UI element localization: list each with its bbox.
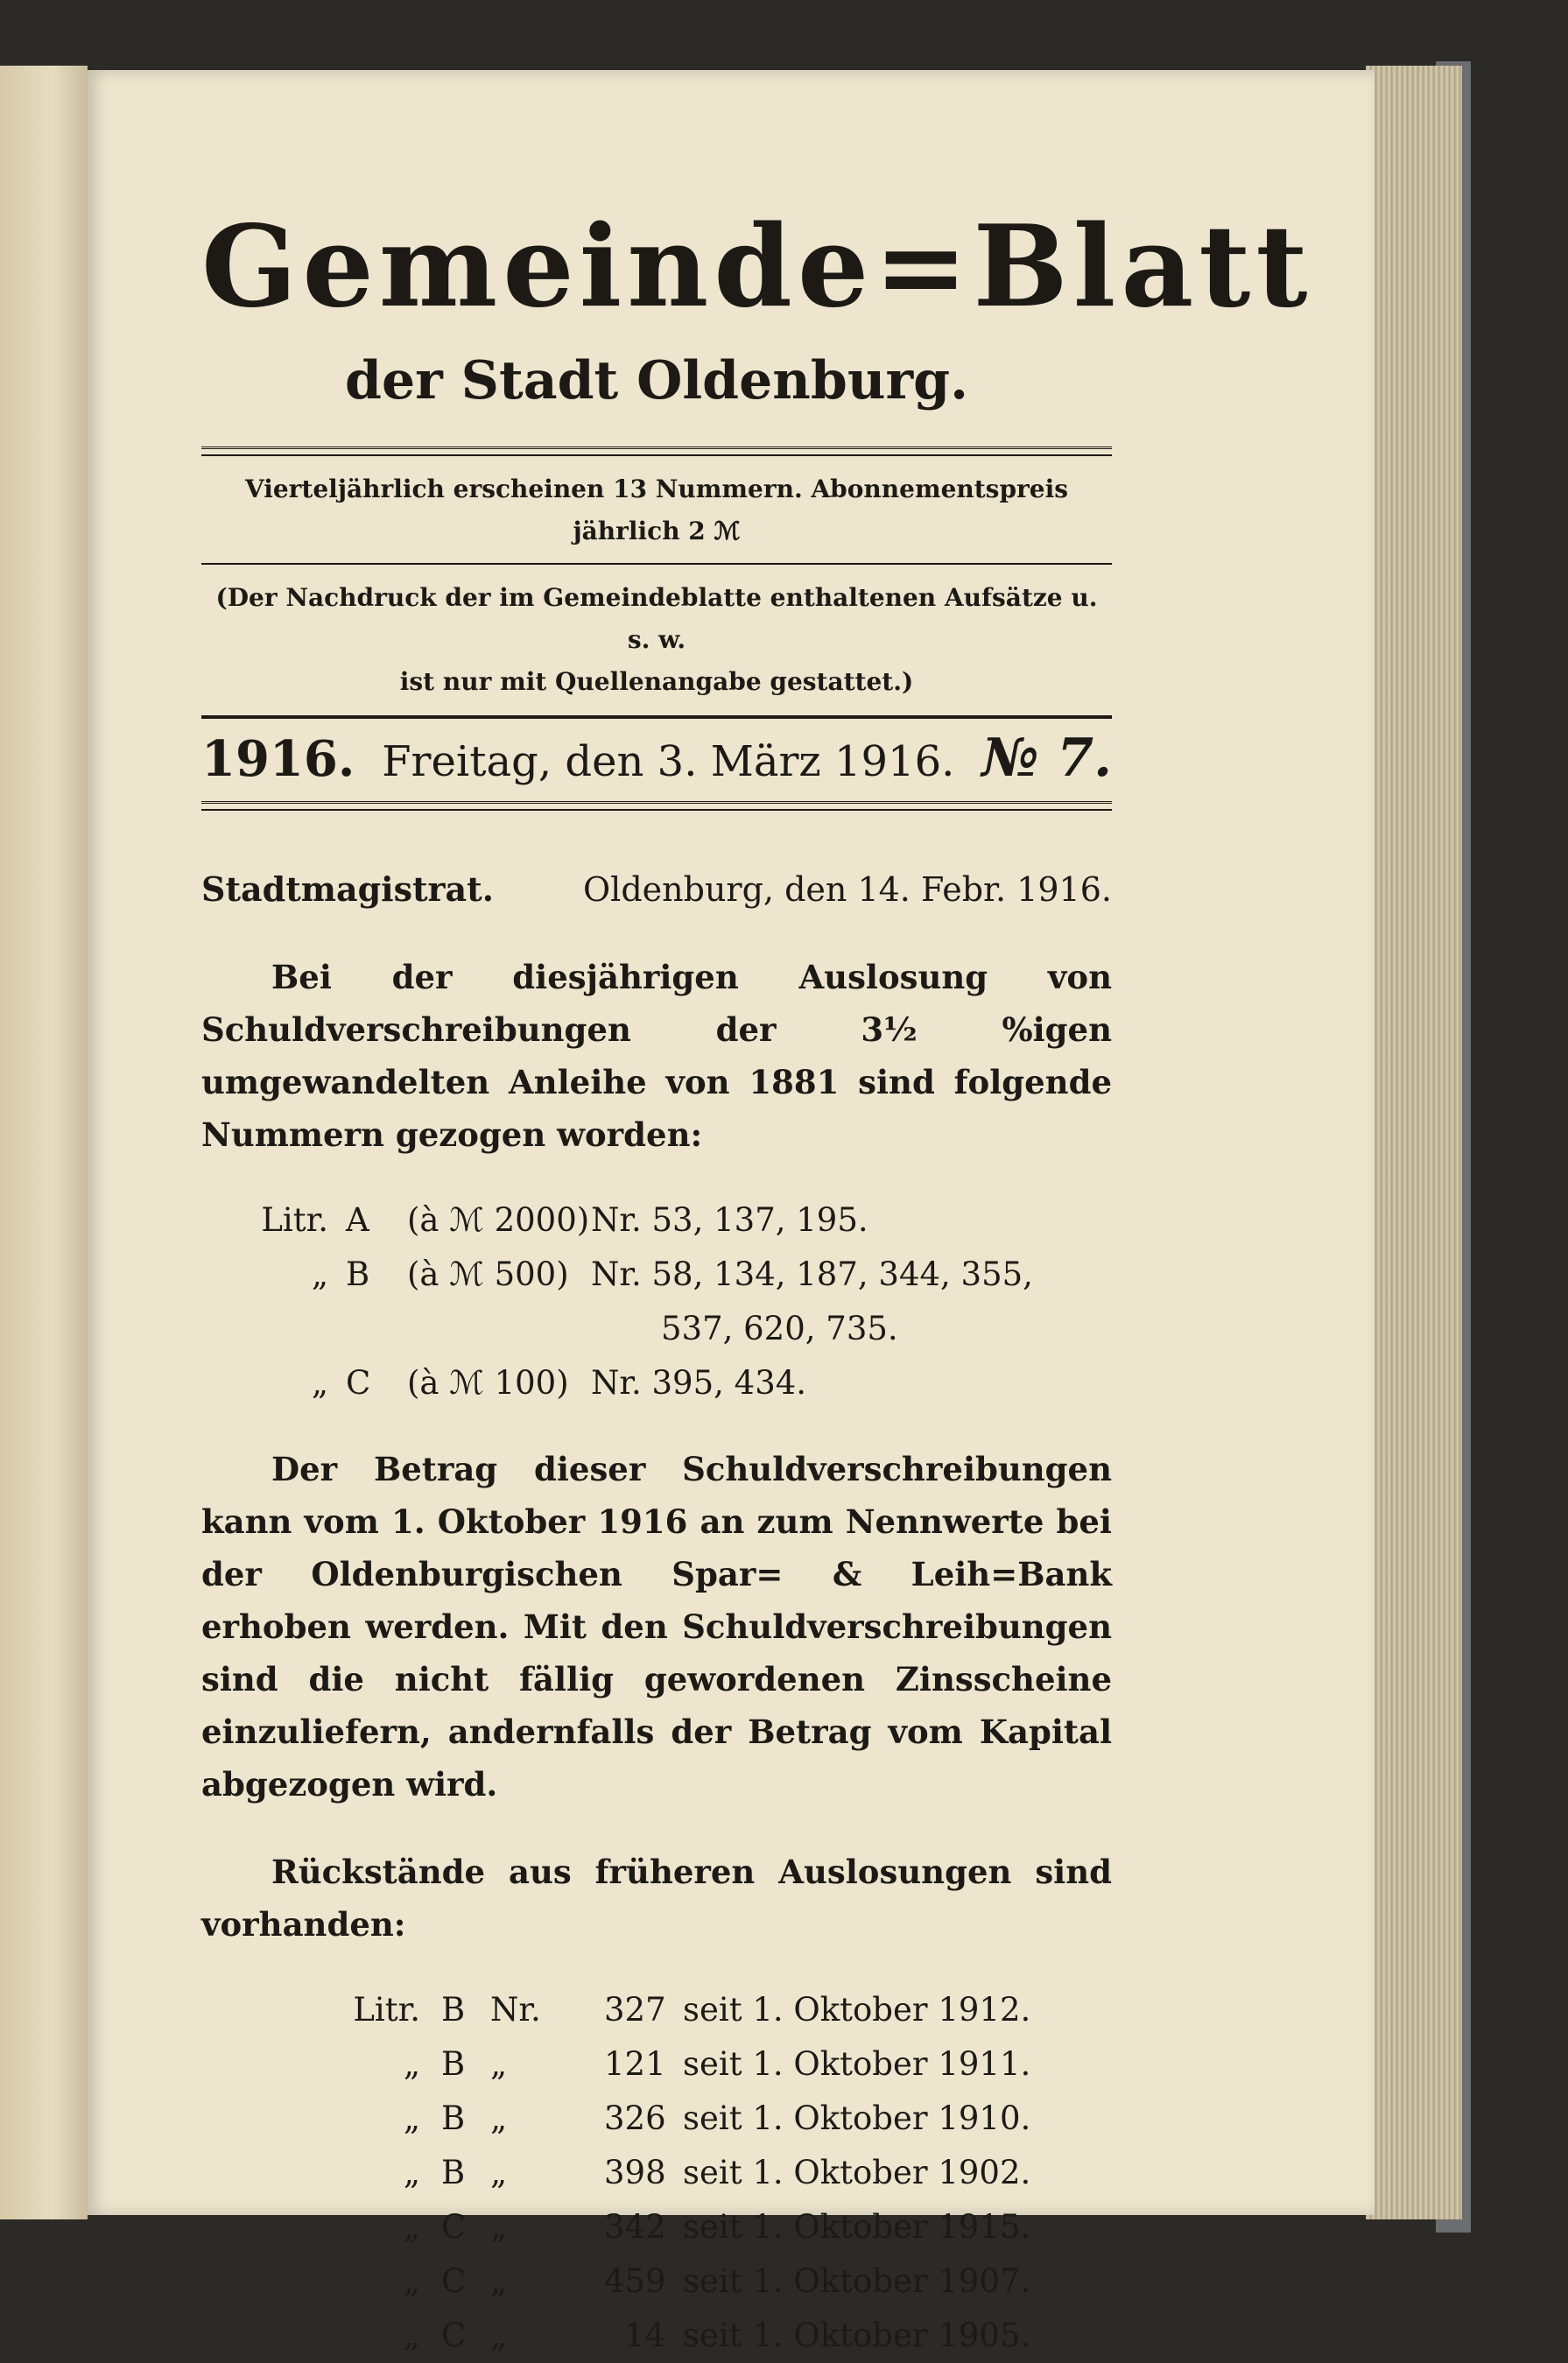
arrears-series: C <box>441 2317 467 2354</box>
bond-series <box>346 1302 407 1356</box>
masthead-title: Gemeinde=Blatt <box>201 201 1313 333</box>
arrears-prefix: „ <box>403 2262 420 2300</box>
arrears-series: C <box>441 2208 467 2246</box>
arrears-number: 14 <box>623 2317 665 2354</box>
list-item <box>201 1248 1112 1302</box>
arrears-nr: „ <box>490 2262 508 2300</box>
arrears-nr: „ <box>490 2099 508 2137</box>
list-item <box>201 2092 1112 2146</box>
list-item <box>201 1983 1112 2037</box>
bond-prefix: Litr. <box>261 1201 328 1239</box>
arrears-number: 327 <box>604 1991 666 2029</box>
arrears-series: B <box>441 2099 466 2137</box>
issue-date: Freitag, den 3. März 1916. <box>382 737 955 786</box>
arrears-series: C <box>441 2262 467 2300</box>
list-item <box>201 2146 1112 2200</box>
info-rule <box>201 563 1112 565</box>
notice-dateline <box>201 863 1112 916</box>
bond-amount <box>407 1302 591 1356</box>
reprint-note-line-1: (Der Nachdruck der im Gemeindeblatte enthaltenen Aufsätze u. s. w. <box>215 583 1098 654</box>
arrears-number: 398 <box>604 2154 666 2191</box>
arrears-series: B <box>441 1991 466 2029</box>
arrears-number: 326 <box>604 2099 666 2137</box>
arrears-number: 342 <box>604 2208 666 2246</box>
bond-prefix: „ <box>311 1255 328 1293</box>
bond-prefix <box>201 1302 346 1356</box>
notice-intro: Bei der diesjährigen Auslosung von Schuldverschreibungen der 3½ %igen umgewandelten Anleihe von 1881 sind folgende Nummern gezogen worden: <box>201 958 1112 1154</box>
list-item <box>201 1356 1112 1410</box>
masthead-rule <box>201 447 1112 456</box>
list-item <box>201 1193 1112 1248</box>
list-item <box>201 1302 1112 1356</box>
bond-numbers: Nr. 53, 137, 195. <box>591 1201 868 1239</box>
arrears-series: B <box>441 2045 466 2083</box>
payment-paragraph: Der Betrag dieser Schuldverschreibungen kann vom 1. Oktober 1916 an zum Nennwerte bei der Oldenburgischen Spar= & Leih=Bank erhoben werden. Mit den Schuldverschreibungen sind die nicht fällig gewordenen Zinsscheine einzuliefern, andernfalls der Betrag vom Kapital abgezogen wird. <box>201 1450 1112 1804</box>
arrears-prefix: „ <box>403 2317 420 2354</box>
list-item <box>201 2200 1112 2254</box>
arrears-since: seit 1. Oktober 1907. <box>683 2262 1031 2300</box>
arrears-nr: „ <box>490 2208 508 2246</box>
bond-amount: (à ℳ 2000) <box>407 1201 590 1239</box>
list-item <box>201 2309 1112 2363</box>
bond-series: A <box>346 1201 369 1239</box>
issue-number: № 7. <box>981 728 1112 789</box>
arrears-since: seit 1. Oktober 1910. <box>683 2099 1031 2137</box>
arrears-since: seit 1. Oktober 1905. <box>683 2317 1031 2354</box>
arrears-since: seit 1. Oktober 1912. <box>683 1991 1031 2029</box>
notice-authority: Stadtmagistrat. <box>201 869 494 909</box>
arrears-prefix: „ <box>403 2099 420 2137</box>
arrears-heading: Rückstände aus früheren Auslosungen sind vorhanden: <box>201 1853 1112 1944</box>
bond-amount: (à ℳ 100) <box>407 1364 569 1402</box>
arrears-nr: „ <box>490 2317 508 2354</box>
arrears-prefix: Litr. <box>353 1991 420 2029</box>
list-item <box>201 2254 1112 2309</box>
arrears-nr: Nr. <box>490 1991 541 2029</box>
arrears-nr: „ <box>490 2154 508 2191</box>
issue-rule-bottom <box>201 801 1112 811</box>
masthead-subtitle: der Stadt Oldenburg. <box>345 350 968 411</box>
arrears-number: 121 <box>604 2045 666 2083</box>
bond-numbers: Nr. 395, 434. <box>591 1364 807 1402</box>
arrears-since: seit 1. Oktober 1902. <box>683 2154 1031 2191</box>
arrears-prefix: „ <box>403 2208 420 2246</box>
newspaper-page <box>88 70 1375 2354</box>
notice-place-date: Oldenburg, den 14. Febr. 1916. <box>583 870 1112 909</box>
arrears-nr: „ <box>490 2045 508 2083</box>
drawn-bonds-list <box>201 1193 1112 1410</box>
bond-numbers: 537, 620, 735. <box>661 1310 898 1347</box>
issue-year: 1916. <box>201 730 355 788</box>
bond-series: C <box>346 1364 371 1402</box>
list-item <box>201 2037 1112 2092</box>
adjacent-page <box>0 66 88 2219</box>
page-content <box>201 193 1313 2363</box>
arrears-since: seit 1. Oktober 1911. <box>683 2045 1031 2083</box>
issue-line <box>201 719 1112 801</box>
bond-series: B <box>346 1255 370 1293</box>
page-stack-edge <box>1366 66 1462 2219</box>
arrears-since: seit 1. Oktober 1915. <box>683 2208 1031 2246</box>
bond-numbers: Nr. 58, 134, 187, 344, 355, <box>591 1255 1033 1293</box>
subscription-info: Vierteljährlich erscheinen 13 Nummern. Abonnementspreis jährlich 2 ℳ <box>245 475 1068 545</box>
bond-amount: (à ℳ 500) <box>407 1255 569 1293</box>
reprint-note-line-2: ist nur mit Quellenangabe gestattet.) <box>399 667 914 696</box>
arrears-list <box>201 1983 1112 2363</box>
arrears-prefix: „ <box>403 2154 420 2191</box>
bond-prefix: „ <box>311 1364 328 1402</box>
arrears-prefix: „ <box>403 2045 420 2083</box>
arrears-number: 459 <box>604 2262 666 2300</box>
arrears-series: B <box>441 2154 466 2191</box>
